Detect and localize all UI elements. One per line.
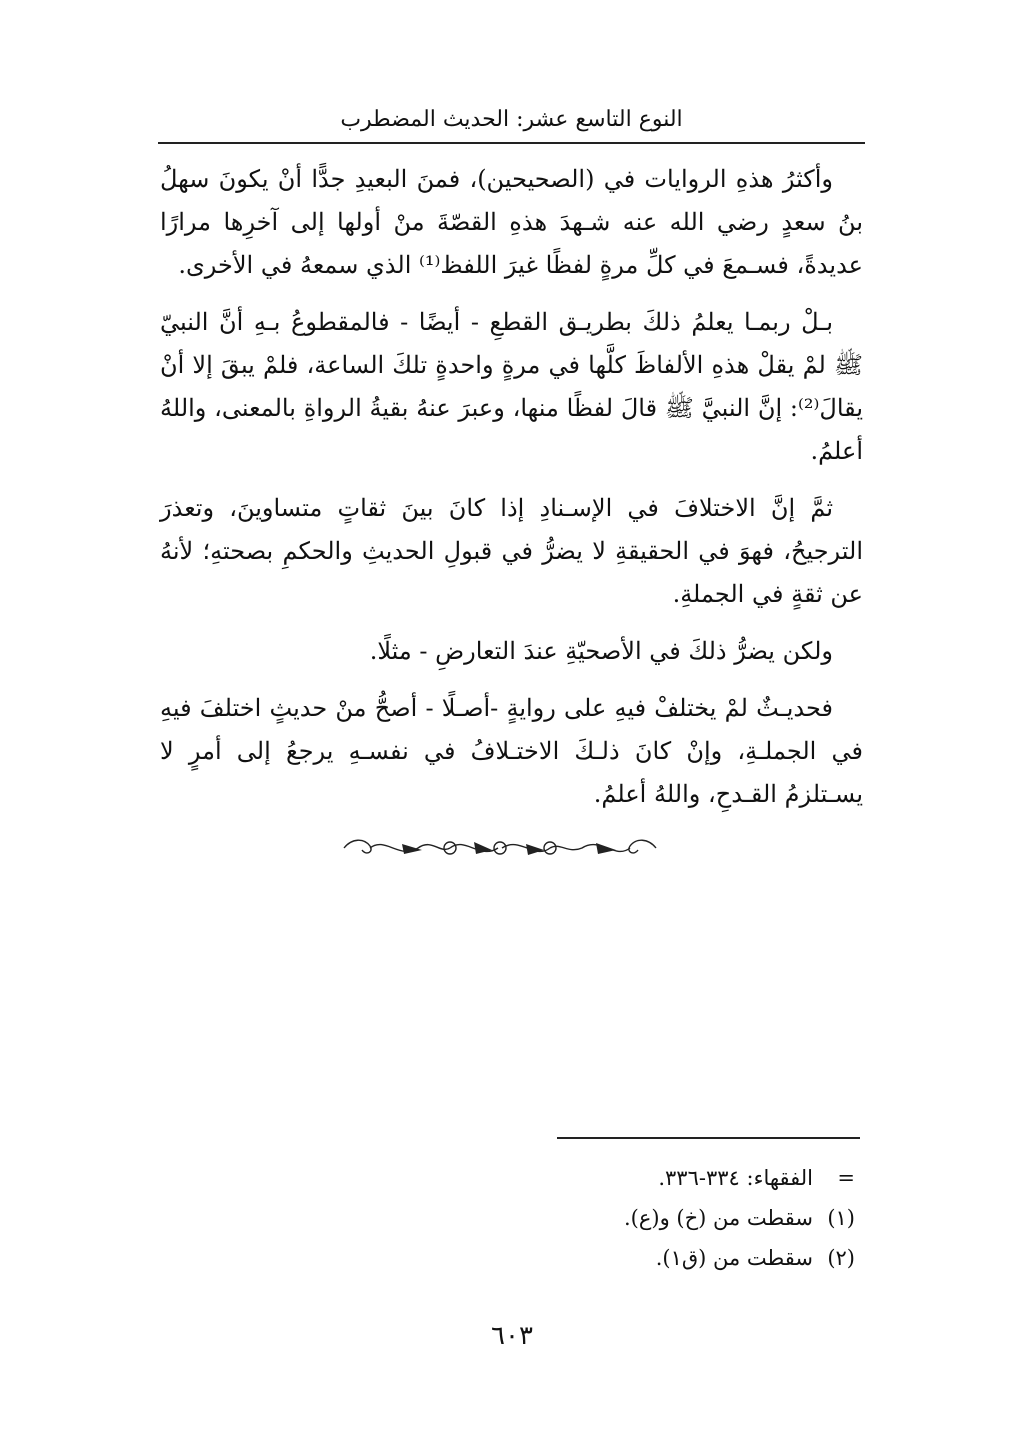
running-head: النوع التاسع عشر: الحديث المضطرب: [340, 107, 683, 132]
paragraph-4: ولكن يضرُّ ذلكَ في الأصحيّةِ عندَ التعارضِ - مثلًا.: [369, 637, 833, 665]
paragraph-1: وأكثرُ هذهِ الروايات في (الصحيحين)، فمنَ البعيدِ جدًّا أنْ يكونَ سهلُ بنُ سعدٍ رضي الله عنه شـهدَ هذهِ القصّةَ منْ أولها إلى آخرِها مرارًا عديدةً، فسـمعَ في كلِّ مرةٍ لفظًا غيرَ اللفظ⁽¹⁾ الذي سمعهُ في الأخرى.: [160, 165, 863, 279]
footnote-text: الفقهاء: ٣٣٤-٣٣٦.: [658, 1166, 813, 1190]
paragraph-3: ثمَّ إنَّ الاختلافَ في الإسـنادِ إذا كانَ بينَ ثقاتٍ متساوينَ، وتعذرَ الترجيحُ، فهوَ في الحقيقةِ لا يضرُّ في قبولِ الحديثِ والحكمِ بصحتهِ؛ لأنهُ عن ثقةٍ في الجملةِ.: [160, 494, 863, 608]
paragraph-2: بـلْ ربمـا يعلمُ ذلكَ بطريـق القطعِ - أيضًا - فالمقطوعُ بـهِ أنَّ النبيّ ﷺ لمْ يقلْ هذهِ الألفاظَ كلَّها في مرةٍ واحدةٍ تلكَ الساعة، فلمْ يبقَ إلا أنْ يقالَ⁽²⁾: إنَّ النبيَّ ﷺ قالَ لفظًا منها، وعبرَ عنهُ بقيةُ الرواةِ بالمعنى، واللهُ أعلمُ.: [160, 308, 863, 465]
footnote-mark: (١): [827, 1206, 855, 1230]
footnote-mark: (٢): [827, 1246, 855, 1270]
floral-divider-icon: [340, 828, 660, 868]
header-rule: [158, 142, 865, 144]
footnote-continuation: [500, 1158, 855, 1198]
footnote-mark: =: [837, 1166, 855, 1190]
footnote-1: [500, 1198, 855, 1238]
footnote-2: [500, 1238, 855, 1278]
body-text: [160, 158, 863, 816]
footnote-separator: [557, 1137, 860, 1139]
paragraph-5: فحديـثٌ لمْ يختلفْ فيهِ على روايةٍ -أصـلًا - أصحُّ منْ حديثٍ اختلفَ فيهِ في الجملـةِ، وإنْ كانَ ذلـكَ الاختـلافُ في نفسـهِ يرجعُ إلى أمرٍ لا يسـتلزمُ القـدحِ، واللهُ أعلمُ.: [160, 694, 863, 808]
page-number: ٦٠٣: [491, 1321, 533, 1351]
footnote-text: سقطت من (ق١).: [655, 1246, 813, 1270]
footnote-text: سقطت من (خ) و(ع).: [624, 1206, 813, 1230]
footnotes: [500, 1158, 855, 1278]
